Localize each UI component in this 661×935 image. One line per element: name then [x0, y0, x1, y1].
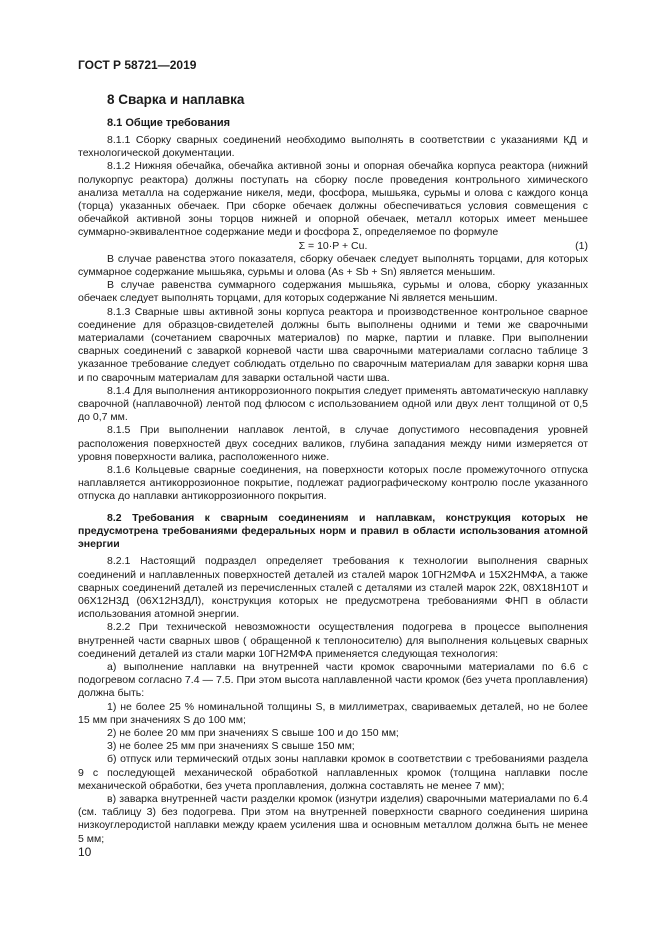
document-body: [78, 134, 588, 846]
paragraph: 8.2.1 Настоящий подраздел определяет требования к технологии выполнения сварных соединений и наплавленных поверхностей деталей из сталей марок 10ГН2МФА и 15Х2НМФА, а также сварных соединений деталей из перечисленных сталей с деталями из сталей марок 22К, 08Х18Н10Т и 06Х12Н3Д (06Х12Н3ДЛ), конструкция которых не предусмотрена требованиями ФНП в области использования атомной энергии.: [78, 555, 588, 621]
paragraph: 8.1.1 Сборку сварных соединений необходимо выполнять в соответствии с указаниями КД и технологической документации.: [78, 134, 588, 160]
page-number: 10: [78, 845, 92, 859]
subsection-title-8-1: 8.1 Общие требования: [107, 117, 231, 129]
formula-line: [78, 240, 588, 253]
paragraph: В случае равенства суммарного содержания мышьяка, сурьмы и олова, сборку указанных обечаек следует выполнять торцами, для которых содержание Ni является меньшим.: [78, 279, 588, 305]
list-item: в) заварка внутренней части разделки кромок (изнутри изделия) сварочными материалами по 6.4 (см. таблицу 3) без подогрева. При этом на внутренней поверхности сварного соединения ширина низкоуглеродистой наплавки между краем усиления шва и основным металлом должна быть не менее 5 мм;: [78, 792, 588, 845]
list-item: а) выполнение наплавки на внутренней части кромок сварочными материалами по 6.6 с подогревом согласно 7.4 — 7.5. При этом высота наплавленной части кромок (без учета проплавления) должна быть:: [78, 660, 588, 700]
paragraph: 8.1.3 Сварные швы активной зоны корпуса реактора и производственное контрольное сварное соединение для образцов-свидетелей должны быть выполнены одними и теми же сварочными материалами (сочетанием сварочных материалов) по марке, партии и плавке. При выполнении сварных соединений с заваркой корневой части шва сварочными материалами согласно таблице 3 указанное требование следует соблюдать отдельно по сварочным материалам для заварки корня шва и по сварочным материалам для заварки остальной части шва.: [78, 305, 588, 384]
list-item: б) отпуск или термический отдых зоны наплавки кромок в соответствии с требованиями раздела 9 с последующей механической обработкой наплавленных кромок (толщина наплавки после механической обработки, без учета проплавления, должна составлять не менее 7 мм);: [78, 753, 588, 792]
list-item: 2) не более 20 мм при значениях S свыше 100 и до 150 мм;: [107, 726, 399, 739]
paragraph: 8.2.2 При технической невозможности осуществления подогрева в процессе выполнения внутренней части сварных швов ( обращенной к теплоносителю) для выполнения кольцевых сварных соединений деталей из стали марки 10ГН2МФА применяется следующая технология:: [78, 621, 588, 660]
section-title: 8 Сварка и наплавка: [107, 92, 245, 107]
paragraph: 8.1.5 При выполнении наплавок лентой, в случае допустимого несовпадения уровней расположения поверхностей двух соседних валиков, глубина западания между ними измеряется от уровня поверхности валика, расположенного ниже.: [78, 424, 588, 463]
list-item: 3) не более 25 мм при значениях S свыше 150 мм;: [107, 740, 355, 753]
paragraph: 8.1.4 Для выполнения антикоррозионного покрытия следует применять автоматическую наплавку сварочной (наплавочной) лентой под флюсом с использованием одной или двух лент толщиной от 0,5 до 0,7 мм.: [78, 384, 588, 424]
paragraph: В случае равенства этого показателя, сборку обечаек следует выполнять торцами, для которых суммарное содержание мышьяка, сурьмы и олова (As + Sb + Sn) является меньшим.: [78, 252, 588, 279]
formula-number: (1): [575, 239, 588, 252]
formula-text: Σ = 10·P + Cu.: [298, 239, 368, 252]
list-item: 1) не более 25 % номинальной толщины S, в миллиметрах, свариваемых деталей, но не более 15 мм при значениях S до 100 мм;: [78, 700, 588, 726]
paragraph: 8.1.6 Кольцевые сварные соединения, на поверхности которых после промежуточного отпуска наплавляется антикоррозионное покрытие, подлежат радиографическому контролю после указанного отпуска до наплавки антикоррозионного покрытия.: [78, 464, 588, 503]
document-header: ГОСТ Р 58721—2019: [78, 58, 197, 72]
paragraph: 8.1.2 Нижняя обечайка, обечайка активной зоны и опорная обечайка корпуса реактора (нижний полукорпус реактора) должны поступать на сборку после проведения контрольного химического анализа металла на содержание никеля, меди, фосфора, мышьяка, сурьмы и олова с каждого конца (торца) указанных обечаек. При сборке обечаек должны обеспечиваться условия совмещения с обечайкой активной зоны торцов нижней и опорной обечаек, металл которых имеет меньшее суммарно-эквивалентное содержание меди и фосфора Σ, определяемое по формуле: [78, 160, 588, 239]
subsection-title-8-2: 8.2 Требования к сварным соединениям и наплавкам, конструкция которых не предусмотрена требованиями федеральных норм и правил в области использования атомной энергии: [78, 511, 588, 551]
